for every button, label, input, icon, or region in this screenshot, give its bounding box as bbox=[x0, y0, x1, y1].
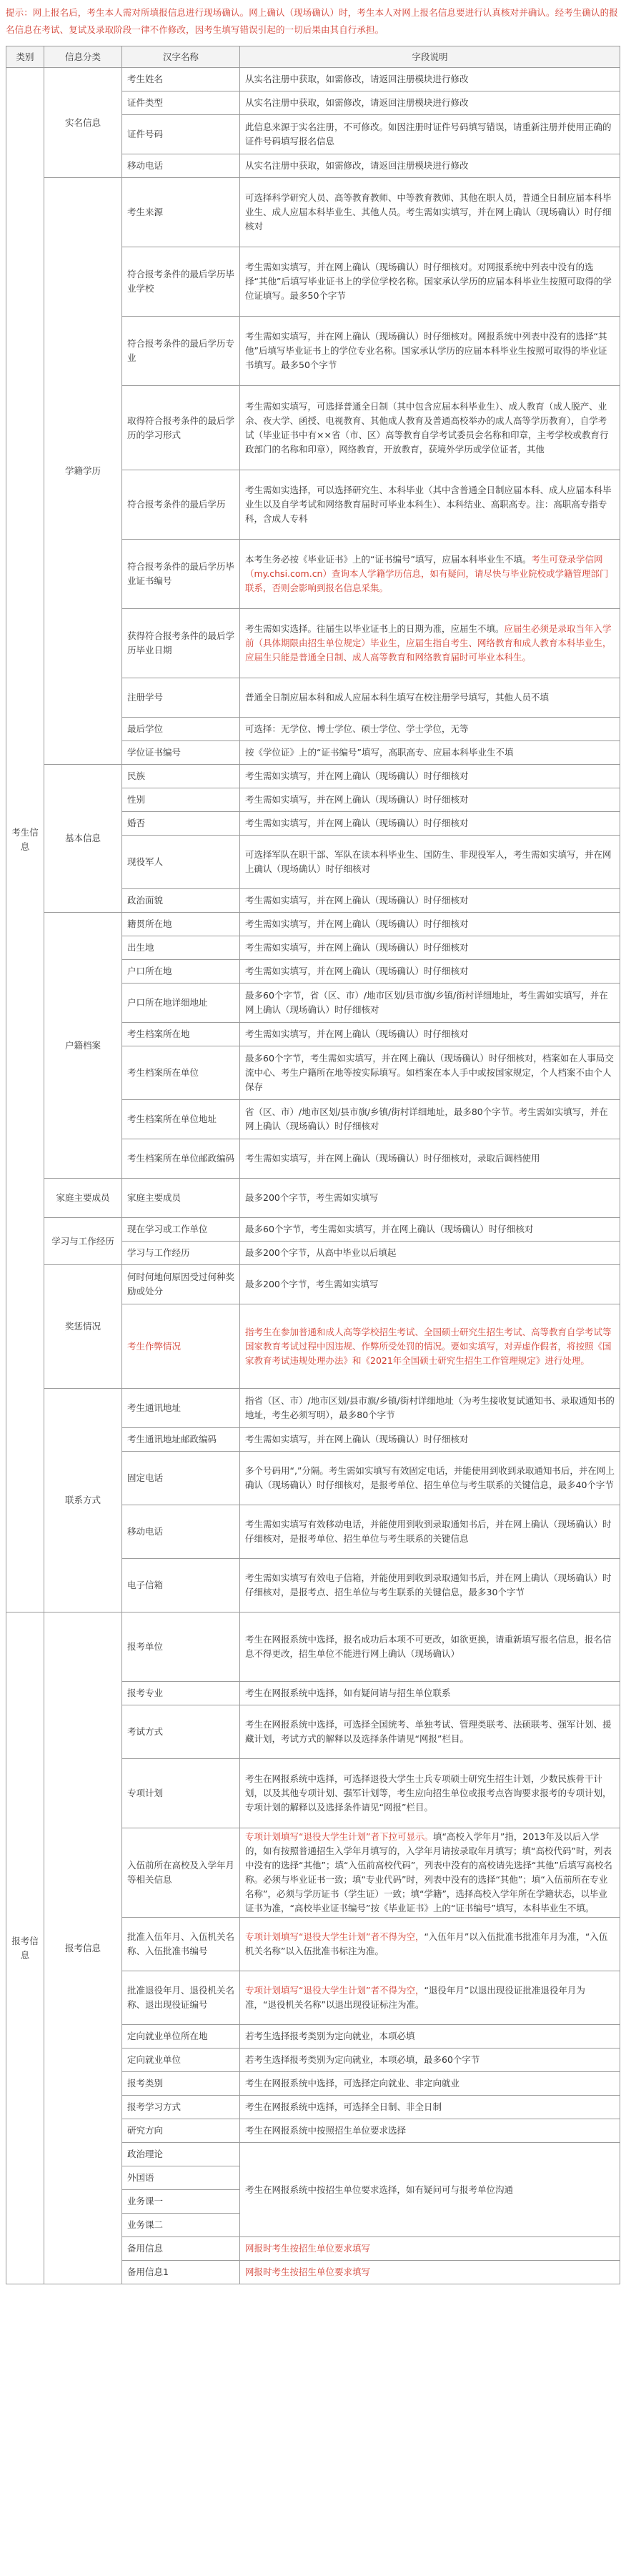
description-cell bbox=[240, 1559, 620, 1613]
table-row bbox=[6, 1218, 620, 1242]
field-name-cell: 婚否 bbox=[122, 812, 240, 836]
description-cell bbox=[240, 609, 620, 678]
field-name-cell: 移动电话 bbox=[122, 154, 240, 178]
group-cell: 家庭主要成员 bbox=[44, 1179, 122, 1218]
description-text: 考生需如实选择，可以选择研究生、本科毕业（其中含普通全日制应届本科、成人应届本科毕业生以及自学考试和网络教育届时可毕业本科生）、本科结业、高职高专。注：高职高专指专科，含成人专科 bbox=[245, 485, 612, 524]
description-text: 从实名注册中获取，如需修改，请返回注册模块进行修改 bbox=[245, 97, 469, 108]
field-name-cell: 考生档案所在地 bbox=[122, 1023, 240, 1046]
field-name-cell: 考生来源 bbox=[122, 178, 240, 247]
description-cell bbox=[240, 2096, 620, 2119]
description-text: 考生需如实填写，并在网上确认（现场确认）时仔细核对。网报系统中列表中没有的选择“其他”后填写毕业证书上的学位专业名称。国家承认学历的应届本科毕业生按照可取得的毕业证书填写。最多50个字节 bbox=[245, 331, 607, 370]
description-text: 最多200个字节，从高中毕业以后填起 bbox=[245, 1247, 397, 1258]
header-category: 类别 bbox=[6, 46, 44, 68]
description-cell bbox=[240, 1971, 620, 2025]
description-cell bbox=[240, 317, 620, 386]
field-name-cell: 移动电话 bbox=[122, 1505, 240, 1559]
description-cell bbox=[240, 1023, 620, 1046]
field-name-cell: 取得符合报考条件的最后学历的学习形式 bbox=[122, 386, 240, 470]
category-cell: 报考信息 bbox=[6, 1613, 44, 2284]
description-tail: 填“高校入学年月”指，2013年及以后入学的，如有按照普通招生入学年月填写的，入学年月请按录取年月填写；填“高校代码”时，列表中没有的选择“其他”；填“入伍前高校代码”，列表中没有的高校请先选择“其他”后填写高校名称。必须与毕业证书一致；填“专业代码”时，列表中没有的选择“其他”；填“入伍前所在专业名称”，必须与学历证书（学生证）一致；填“学籍”，选择高校入学年所在学籍状态，以毕业证书为准，“高校毕业证书编号”按《毕业证书》上的“证书编号”填写，本科毕业生不填。 bbox=[245, 1831, 612, 1913]
description-text: 考生在网报系统中选择，可选择全国统考、单独考试、管理类联考、法硕联考、强军计划、援藏计划，考试方式的解释以及选择条件请见“网报”栏目。 bbox=[245, 1719, 612, 1744]
description-highlight: 专项计划填写“退役大学生计划”者不得为空， bbox=[245, 1931, 424, 1942]
field-name-cell: 考试方式 bbox=[122, 1705, 240, 1759]
description-cell bbox=[240, 91, 620, 115]
group-cell: 联系方式 bbox=[44, 1389, 122, 1613]
field-name-cell: 户口所在地详细地址 bbox=[122, 984, 240, 1023]
description-cell bbox=[240, 247, 620, 317]
description-text: 考生需如实填写，并在网上确认（现场确认）时仔细核对 bbox=[245, 918, 469, 929]
description-cell bbox=[240, 1179, 620, 1218]
field-name-cell: 电子信箱 bbox=[122, 1559, 240, 1613]
group-cell: 实名信息 bbox=[44, 68, 122, 178]
notice-banner: 提示：网上报名后，考生本人需对所填报信息进行现场确认。网上确认（现场确认）时，考生本人对网上报名信息要进行认真核对并确认。经考生确认的报名信息在考试、复试及录取阶段一律不作修改，因考生填写错误引起的一切后果由其自行承担。 bbox=[6, 7, 618, 35]
field-name-cell: 考生通讯地址邮政编码 bbox=[122, 1428, 240, 1452]
description-cell bbox=[240, 936, 620, 960]
field-name-cell: 业务课一 bbox=[122, 2190, 240, 2214]
description-text: 指省（区、市）/地市区划/县市旗/乡镇/街村详细地址（为考生接收复试通知书、录取通知书的地址，考生必须写明），最多80个字节 bbox=[245, 1395, 615, 1420]
field-name-cell: 证件类型 bbox=[122, 91, 240, 115]
description-cell bbox=[240, 889, 620, 913]
category-cell: 考生信息 bbox=[6, 68, 44, 1613]
field-name-cell: 现在学习或工作单位 bbox=[122, 1218, 240, 1242]
description-text: 考生需如实填写，并在网上确认（现场确认）时仔细核对 bbox=[245, 794, 469, 805]
description-text: 可选择军队在职干部、军队在读本科毕业生、国防生、非现役军人，考生需如实填写，并在网上确认（现场确认）时仔细核对 bbox=[245, 849, 612, 874]
description-cell bbox=[240, 154, 620, 178]
description-cell bbox=[240, 2119, 620, 2143]
description-cell bbox=[240, 1452, 620, 1505]
description-text: 考生需如实填写，并在网上确认（现场确认）时仔细核对，录取后调档使用 bbox=[245, 1153, 540, 1164]
description-cell bbox=[240, 2261, 620, 2284]
field-name-cell: 学习与工作经历 bbox=[122, 1242, 240, 1265]
description-cell bbox=[240, 2025, 620, 2049]
field-name-cell: 家庭主要成员 bbox=[122, 1179, 240, 1218]
field-name-cell: 考生档案所在单位地址 bbox=[122, 1100, 240, 1139]
table-row bbox=[6, 765, 620, 788]
description-cell bbox=[240, 1046, 620, 1100]
description-text: 考生需如实填写，并在网上确认（现场确认）时仔细核对。对网报系统中列表中没有的选择“其他”后填写毕业证书上的学位学校名称。国家承认学历的应届本科毕业生按照可取得的学位证填写。最多50个字节 bbox=[245, 262, 612, 301]
description-text: 考生需如实填写，并在网上确认（现场确认）时仔细核对 bbox=[245, 895, 469, 906]
description-text: 从实名注册中获取，如需修改，请返回注册模块进行修改 bbox=[245, 160, 469, 171]
description-cell bbox=[240, 1918, 620, 1971]
table-row bbox=[6, 1613, 620, 1682]
description-cell bbox=[240, 386, 620, 470]
description-text: 考生在网报系统中选择，可选择全日制、非全日制 bbox=[245, 2101, 442, 2112]
field-name-cell: 报考学习方式 bbox=[122, 2096, 240, 2119]
description-text: 最多60个字节，省（区、市）/地市区划/县市旗/乡镇/街村详细地址，考生需如实填写，并在网上确认（现场确认）时仔细核对 bbox=[245, 990, 608, 1015]
description-text: 考生需如实选择。往届生以毕业证书上的日期为准，应届生不填。 bbox=[245, 623, 505, 634]
field-name-cell: 外国语 bbox=[122, 2166, 240, 2190]
description-text: 考生需如实填写有效移动电话，并能使用到收到录取通知书后，并在网上确认（现场确认）时仔细核对，是报考单位、招生单位与考生联系的关键信息 bbox=[245, 1519, 612, 1544]
description-text: 省（区、市）/地市区划/县市旗/乡镇/街村详细地址，最多80个字节。考生需如实填写，并在网上确认（现场确认）时仔细核对 bbox=[245, 1106, 608, 1131]
group-cell: 报考信息 bbox=[44, 1613, 122, 2284]
description-cell bbox=[240, 812, 620, 836]
description-text: 考生在网报系统中选择，如有疑问请与招生单位联系 bbox=[245, 1688, 451, 1698]
field-name-cell: 学位证书编号 bbox=[122, 741, 240, 765]
description-cell bbox=[240, 2237, 620, 2261]
group-cell: 学习与工作经历 bbox=[44, 1218, 122, 1265]
description-cell bbox=[240, 765, 620, 788]
field-name-cell: 备用信息1 bbox=[122, 2261, 240, 2284]
field-name-cell: 民族 bbox=[122, 765, 240, 788]
description-highlight: 考生可登录学信网（my.chsi.com.cn）查询本人学籍学历信息，如有疑问，请尽快与毕业院校或学籍管理部门联系，否则会影响到报名信息采集。 bbox=[245, 554, 609, 593]
field-table bbox=[6, 46, 620, 2284]
field-name-cell: 符合报考条件的最后学历 bbox=[122, 470, 240, 540]
field-name-cell: 现役军人 bbox=[122, 836, 240, 889]
description-highlight: 专项计划填写“退役大学生计划”者下拉可显示。 bbox=[245, 1831, 433, 1842]
description-cell bbox=[240, 1304, 620, 1389]
description-cell bbox=[240, 1705, 620, 1759]
field-name-cell: 注册学号 bbox=[122, 678, 240, 718]
description-cell bbox=[240, 1682, 620, 1705]
description-text: 考生需如实填写，并在网上确认（现场确认）时仔细核对 bbox=[245, 771, 469, 781]
description-text: 最多200个字节，考生需如实填写 bbox=[245, 1192, 379, 1203]
table-row bbox=[6, 1265, 620, 1304]
field-name-cell: 考生通讯地址 bbox=[122, 1389, 240, 1428]
description-text: 考生在网报系统中选择，报名成功后本项不可更改，如欲更换，请重新填写报名信息，报名信息不得更改，招生单位不能进行网上确认（现场确认） bbox=[245, 1634, 612, 1659]
field-name-cell: 证件号码 bbox=[122, 115, 240, 154]
field-name-cell: 政治面貌 bbox=[122, 889, 240, 913]
description-cell bbox=[240, 913, 620, 936]
field-name-cell: 考生作弊情况 bbox=[122, 1304, 240, 1389]
field-name-cell: 考生档案所在单位邮政编码 bbox=[122, 1139, 240, 1179]
description-cell bbox=[240, 115, 620, 154]
description-cell bbox=[240, 68, 620, 91]
description-text: 考生在网报系统中选择，可选择定向就业、非定向就业 bbox=[245, 2078, 460, 2089]
field-name-cell: 考生档案所在单位 bbox=[122, 1046, 240, 1100]
header-description: 字段说明 bbox=[240, 46, 620, 68]
description-text: 若考生选择报考类别为定向就业，本项必填 bbox=[245, 2031, 415, 2041]
description-cell bbox=[240, 960, 620, 984]
field-name-cell: 性别 bbox=[122, 788, 240, 812]
description-cell bbox=[240, 984, 620, 1023]
description-text: 考生需如实填写，并在网上确认（现场确认）时仔细核对 bbox=[245, 1029, 469, 1039]
field-name-cell: 政治理论 bbox=[122, 2143, 240, 2166]
description-tail: “入伍年月”以入伍批准书批准年月为准，“入伍机关名称”以入伍批准书标注为准。 bbox=[245, 1931, 608, 1956]
description-highlight: 专项计划填写“退役大学生计划”者不得为空， bbox=[245, 1985, 424, 1996]
field-name-cell: 户口所在地 bbox=[122, 960, 240, 984]
description-cell bbox=[240, 718, 620, 741]
field-name-cell: 备用信息 bbox=[122, 2237, 240, 2261]
description-text: 最多60个字节，考生需如实填写，并在网上确认（现场确认）时仔细核对 bbox=[245, 1224, 534, 1234]
description-text: 考生在网报系统中按照招生单位要求选择 bbox=[245, 2125, 407, 2136]
description-cell bbox=[240, 741, 620, 765]
field-name-cell: 研究方向 bbox=[122, 2119, 240, 2143]
field-name-cell: 符合报考条件的最后学历毕业证书编号 bbox=[122, 540, 240, 609]
field-name-cell: 业务课二 bbox=[122, 2214, 240, 2237]
group-cell: 基本信息 bbox=[44, 765, 122, 913]
field-name-cell: 符合报考条件的最后学历毕业学校 bbox=[122, 247, 240, 317]
description-cell bbox=[240, 1389, 620, 1428]
description-text: 此信息来源于实名注册，不可修改。如因注册时证件号码填写错误，请重新注册并使用正确的证件号码填写报名信息 bbox=[245, 122, 612, 147]
description-text: 考生需如实填写有效电子信箱，并能使用到收到录取通知书后，并在网上确认（现场确认）时仔细核对，是报考点、招生单位与考生联系的关键信息，最多30个字节 bbox=[245, 1572, 612, 1597]
description-cell: 考生在网报系统中按招生单位要求选择，如有疑问可与报考单位沟通 bbox=[240, 2143, 620, 2237]
table-row bbox=[6, 68, 620, 91]
field-name-cell: 报考专业 bbox=[122, 1682, 240, 1705]
description-text: 若考生选择报考类别为定向就业，本项必填，最多60个字节 bbox=[245, 2054, 480, 2065]
description-tail: “退役年月”以退出现役证批准退役年月为准，“退役机关名称”以退出现役证标注为准。 bbox=[245, 1985, 585, 2010]
description-cell bbox=[240, 540, 620, 609]
field-name-cell: 批准入伍年月、入伍机关名称、入伍批准书编号 bbox=[122, 1918, 240, 1971]
field-name-cell: 获得符合报考条件的最后学历毕业日期 bbox=[122, 609, 240, 678]
description-cell bbox=[240, 836, 620, 889]
description-cell bbox=[240, 2072, 620, 2096]
description-text: 考生需如实填写，可选择普通全日制（其中包含应届本科毕业生）、成人教育（成人脱产、业余、夜大学、函授、电视教育、其他成人教育及普通高校举办的成人高等学历教育），自学考试（毕业证书中有××省（市、区）高等教育自学考试委员会名称和印章，主考学校或教育行政部门的名称和印章），网络教育，开放教育，获境外学历或学位证者，其他 bbox=[245, 400, 609, 455]
table-row bbox=[6, 1389, 620, 1428]
description-text: 最多200个字节，考生需如实填写 bbox=[245, 1279, 379, 1289]
field-name-cell: 符合报考条件的最后学历专业 bbox=[122, 317, 240, 386]
field-name-cell: 报考单位 bbox=[122, 1613, 240, 1682]
description-highlight: 网报时考生按招生单位要求填写 bbox=[245, 2267, 371, 2277]
description-highlight: 网报时考生按招生单位要求填写 bbox=[245, 2243, 371, 2254]
description-cell bbox=[240, 678, 620, 718]
table-header-row bbox=[6, 46, 620, 68]
field-name-cell: 出生地 bbox=[122, 936, 240, 960]
description-text: 按《学位证》上的“证书编号”填写，高职高专、应届本科毕业生不填 bbox=[245, 747, 514, 758]
description-text: 可选择科学研究人员、高等教育教师、中等教育教师、其他在职人员，普通全日制应届本科毕业生、成人应届本科毕业生、其他人员。考生需如实填写，并在网上确认（现场确认）时仔细核对 bbox=[245, 192, 612, 232]
field-name-cell: 专项计划 bbox=[122, 1759, 240, 1828]
group-cell: 学籍学历 bbox=[44, 178, 122, 765]
description-cell bbox=[240, 1759, 620, 1828]
description-text: 可选择：无学位、博士学位、硕士学位、学士学位，无等 bbox=[245, 723, 469, 734]
field-name-cell: 批准退役年月、退役机关名称、退出现役证编号 bbox=[122, 1971, 240, 2025]
description-cell bbox=[240, 2049, 620, 2072]
table-row bbox=[6, 913, 620, 936]
description-cell bbox=[240, 1828, 620, 1918]
description-text: 从实名注册中获取，如需修改，请返回注册模块进行修改 bbox=[245, 74, 469, 84]
description-text: 考生需如实填写，并在网上确认（现场确认）时仔细核对 bbox=[245, 818, 469, 828]
description-cell bbox=[240, 1218, 620, 1242]
description-cell bbox=[240, 1242, 620, 1265]
description-text: 最多60个字节，考生需如实填写，并在网上确认（现场确认）时仔细核对，档案如在人事局交流中心、考生户籍所在地等按实际填写。如档案在本人手中或按国家规定，个人档案不由个人保存 bbox=[245, 1053, 614, 1092]
description-cell bbox=[240, 788, 620, 812]
description-cell bbox=[240, 1265, 620, 1304]
description-cell bbox=[240, 1505, 620, 1559]
description-text: 本考生务必按《毕业证书》上的“证书编号”填写，应届本科毕业生不填。 bbox=[245, 554, 532, 565]
description-cell bbox=[240, 1428, 620, 1452]
description-cell bbox=[240, 470, 620, 540]
field-name-cell: 入伍前所在高校及入学年月等相关信息 bbox=[122, 1828, 240, 1918]
description-cell bbox=[240, 178, 620, 247]
description-text: 普通全日制应届本科和成人应届本科生填写在校注册学号填写，其他人员不填 bbox=[245, 692, 550, 703]
description-cell bbox=[240, 1613, 620, 1682]
description-highlight: 应届生必须是录取当年入学前（具体期限由招生单位规定）毕业生，应届生指自考生、网络教育和成人教育本科毕业生，应届生只能是普通全日制、成人高等教育和网络教育届时可毕业本科生。 bbox=[245, 623, 612, 663]
description-text: 考生需如实填写，并在网上确认（现场确认）时仔细核对 bbox=[245, 966, 469, 976]
table-row bbox=[6, 178, 620, 247]
group-cell: 奖惩情况 bbox=[44, 1265, 122, 1389]
field-name-cell: 定向就业单位所在地 bbox=[122, 2025, 240, 2049]
table-row bbox=[6, 1179, 620, 1218]
field-name-cell: 报考类别 bbox=[122, 2072, 240, 2096]
field-name-cell: 最后学位 bbox=[122, 718, 240, 741]
header-group: 信息分类 bbox=[44, 46, 122, 68]
field-name-cell: 籍贯所在地 bbox=[122, 913, 240, 936]
description-highlight: 指考生在参加普通和成人高等学校招生考试、全国硕士研究生招生考试、高等教育自学考试等国家教育考试过程中因违规、作弊所受处罚的情况。要如实填写，对弄虚作假者，将按照《国家教育考试违规处理办法》和《2021年全国硕士研究生招生工作管理规定》进行处理。 bbox=[245, 1326, 612, 1366]
description-cell bbox=[240, 1139, 620, 1179]
field-name-cell: 固定电话 bbox=[122, 1452, 240, 1505]
description-text: 考生需如实填写，并在网上确认（现场确认）时仔细核对 bbox=[245, 1434, 469, 1445]
description-text: 考生需如实填写，并在网上确认（现场确认）时仔细核对 bbox=[245, 942, 469, 953]
field-name-cell: 何时何地何原因受过何种奖励或处分 bbox=[122, 1265, 240, 1304]
group-cell: 户籍档案 bbox=[44, 913, 122, 1179]
field-name-cell: 考生姓名 bbox=[122, 68, 240, 91]
description-text: 考生在网报系统中选择，可选择退役大学生士兵专项硕士研究生招生计划，少数民族骨干计划，以及其他专项计划、强军计划等，考生应向招生单位或报考点咨询要求报考的专项计划，专项计划的解释以及选择条件请见“网报”栏目。 bbox=[245, 1773, 612, 1813]
description-cell bbox=[240, 1100, 620, 1139]
field-name-cell: 定向就业单位 bbox=[122, 2049, 240, 2072]
header-field-name: 汉字名称 bbox=[122, 46, 240, 68]
description-text: 多个号码用“,”分隔。考生需如实填写有效固定电话，并能使用到收到录取通知书后，并在网上确认（现场确认）时仔细核对，是报考单位、招生单位与考生联系的关键信息，最多40个字节 bbox=[245, 1465, 615, 1490]
